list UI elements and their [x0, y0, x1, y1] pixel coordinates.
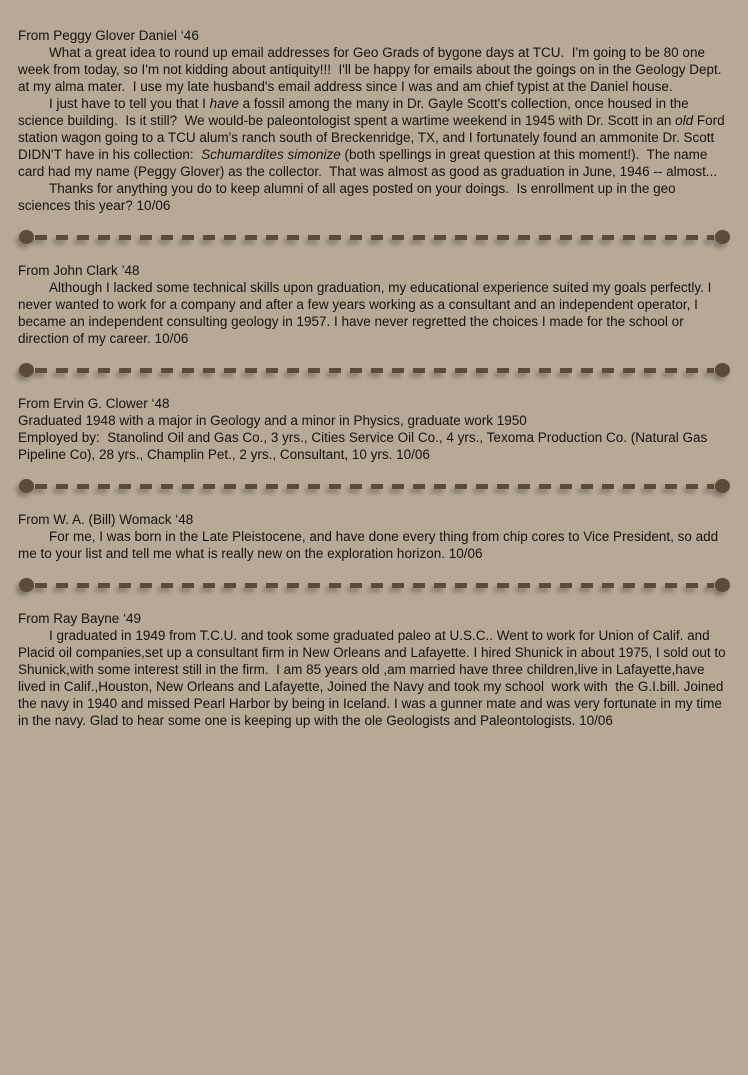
divider-dashes — [35, 368, 714, 373]
entry-paragraph: What a great idea to round up email addresses for Geo Grads of bygone days at TCU. I'm going to be 80 one week from today, so I'm not kidding about antiquity!!! I'll be happy for emails about the goings on in the Geology Dept. at my alma mater. I use my late husband's email address since I was and am chief typist at the Daniel house. — [18, 45, 726, 94]
italic-text: Schumardites simonize — [201, 147, 341, 162]
entry-paragraph: Thanks for anything you do to keep alumni of all ages posted on your doings. Is enrollment up in the geo sciences this year? 10/06 — [18, 181, 680, 213]
alumni-entry — [18, 610, 731, 729]
divider-dashes — [35, 484, 714, 489]
entry-paragraph: For me, I was born in the Late Pleistocene, and have done every thing from chip cores to Vice President, so add me to your list and tell me what is really new on the exploration horizon. 10/06 — [18, 529, 722, 561]
entry-header: From Ervin G. Clower ‘48 — [18, 396, 170, 411]
divider-dot-left — [19, 363, 34, 377]
alumni-entry — [18, 262, 731, 347]
section-divider — [19, 229, 730, 245]
entry-paragraph: Although I lacked some technical skills upon graduation, my educational experience suited my goals perfectly. I never wanted to work for a company and after a few years working as a consultant and an independent operator, I became an independent consulting geology in 1957. I have never regretted the choices I made for the school or direction of my career. 10/06 — [18, 280, 716, 346]
divider-dot-right — [715, 479, 730, 493]
entry-header: From Ray Bayne ‘49 — [18, 611, 142, 626]
divider-dot-left — [19, 230, 34, 244]
alumni-entry — [18, 27, 731, 214]
entry-paragraph: Graduated 1948 with a major in Geology and a minor in Physics, graduate work 1950 — [18, 413, 527, 428]
section-divider — [19, 478, 730, 494]
divider-dot-left — [19, 578, 34, 592]
entry-paragraph: Employed by: Stanolind Oil and Gas Co., 3 yrs., Cities Service Oil Co., 4 yrs., Texoma Production Co. (Natural Gas Pipeline Co), 28 yrs., Champlin Pet., 2 yrs., Consultant, 10 yrs. 10/06 — [18, 430, 712, 462]
entry-paragraph: I graduated in 1949 from T.C.U. and took some graduated paleo at U.S.C.. Went to work for Union of Calif. and Placid oil companies,set up a consultant firm in New Orleans and Lafayette. I hired Shunick in about 1975, I sold out to Shunick,with some interest still in the firm. I am 85 years old ,am married have three children,live in Lafayette,have lived in Calif.,Houston, New Orleans and Lafayette, Joined the Navy and took my school work with the G.I.bill. Joined the navy in 1940 and missed Pearl Harbor by being in Iceland. I was a gunner mate and was very fortunate in my time in the navy. Glad to hear some one is keeping up with the ole Geologists and Paleontologists. 10/06 — [18, 628, 730, 728]
divider-dot-left — [19, 479, 34, 493]
divider-dot-right — [715, 578, 730, 592]
divider-dashes — [35, 235, 714, 240]
alumni-entry — [18, 511, 731, 562]
italic-text: have — [209, 96, 239, 111]
italic-text: old — [675, 113, 694, 128]
entry-paragraph: I just have to tell you that I have a fossil among the many in Dr. Gayle Scott's collection, once housed in the science building. Is it still? We would-be paleontologist spent a wartime weekend in 1945 with Dr. Scott in an old Ford station wagon going to a TCU alum's ranch south of Breckenridge, TX, and I fortunately found an ammonite Dr. Scott DIDN'T have in his collection: Schumardites simonize (both spellings in great question at this moment!). The name card had my name (Peggy Glover) as the collector. That was almost as good as graduation in June, 1946 -- almost... — [18, 96, 729, 179]
section-divider — [19, 362, 730, 378]
entry-header: From Peggy Glover Daniel ‘46 — [18, 28, 199, 43]
entry-header: From John Clark ’48 — [18, 263, 140, 278]
alumni-entry — [18, 395, 731, 463]
divider-dashes — [35, 583, 714, 588]
entry-header: From W. A. (Bill) Womack ‘48 — [18, 512, 194, 527]
divider-dot-right — [715, 230, 730, 244]
section-divider — [19, 577, 730, 593]
divider-dot-right — [715, 363, 730, 377]
